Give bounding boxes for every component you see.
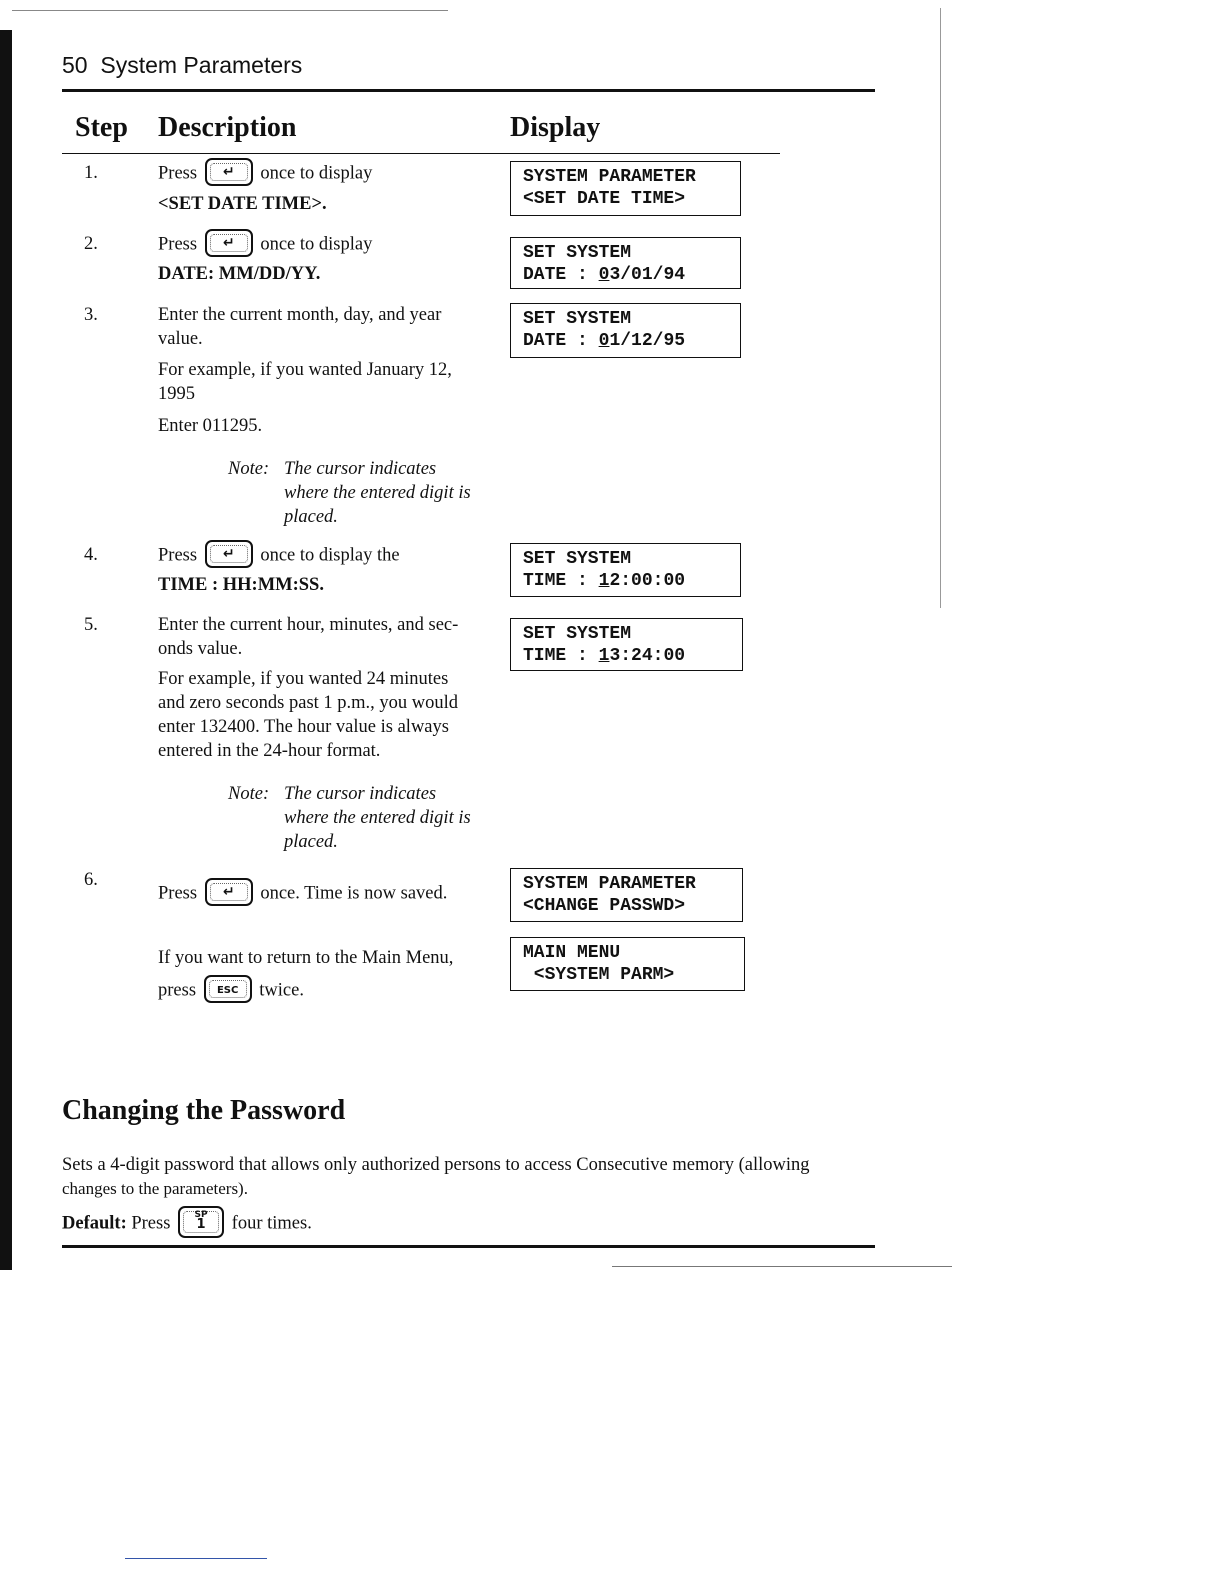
step-line: and zero seconds past 1 p.m., you would: [158, 693, 459, 713]
enter-key-icon: ↵: [205, 878, 253, 906]
step-number: 3.: [84, 305, 98, 325]
lcd-line-1: SYSTEM PARAMETER: [523, 167, 696, 187]
step-instruction: [158, 160, 372, 188]
step-number: 6.: [84, 870, 98, 890]
after-text: once to display: [260, 234, 373, 255]
lcd-display: [510, 237, 741, 289]
step-line: Enter the current month, day, and year: [158, 305, 442, 325]
lcd-line-2: [523, 645, 730, 667]
press-text: Press: [158, 883, 198, 904]
step-number: 1.: [84, 163, 98, 183]
note-label: Note:: [228, 784, 270, 804]
note-line: where the entered digit is: [284, 483, 471, 503]
lcd-line-1: SYSTEM PARAMETER: [523, 874, 696, 894]
lcd-cursor-digit: 0: [598, 331, 610, 351]
enter-key-icon: ↵: [205, 540, 253, 568]
lcd-prefix: DATE :: [523, 265, 599, 285]
step-number: 5.: [84, 615, 98, 635]
esc-key-label: ESC: [216, 985, 239, 996]
press-text: Press: [158, 163, 198, 184]
left-scan-edge: [0, 30, 12, 1270]
note-line: The cursor indicates: [284, 459, 437, 479]
right-scan-line: [940, 8, 941, 608]
section-body-line: Sets a 4-digit password that allows only authorized persons to access Consecutive memory (allowing: [62, 1155, 810, 1175]
press-text: press: [158, 980, 197, 1001]
enter-key-icon: ↵: [205, 158, 253, 186]
note-line: The cursor indicates: [284, 784, 437, 804]
step-column-heading: Step: [75, 112, 128, 143]
after-text: four times.: [231, 1213, 312, 1234]
lcd-prefix: TIME :: [523, 571, 599, 591]
step-line: For example, if you wanted January 12,: [158, 360, 452, 380]
lcd-line-1: SET SYSTEM: [523, 549, 632, 569]
note-line: where the entered digit is: [284, 808, 471, 828]
after-text: once to display: [260, 163, 373, 184]
lcd-display: [510, 868, 743, 922]
lcd-line-1: SET SYSTEM: [523, 309, 632, 329]
lcd-value: 3:24:00: [609, 646, 686, 666]
section-title: Changing the Password: [62, 1095, 346, 1126]
after-text: once. Time is now saved.: [260, 883, 448, 904]
lcd-line-2: [523, 570, 728, 592]
lcd-cursor-digit: 0: [598, 265, 610, 285]
bottom-scan-line: [125, 1558, 267, 1559]
section-body-line: changes to the parameters).: [62, 1179, 248, 1198]
footer-rule: [62, 1245, 875, 1248]
esc-key-icon: [204, 975, 252, 1003]
display-column-heading: Display: [510, 112, 601, 143]
lcd-display: [510, 543, 741, 597]
note-line: placed.: [284, 832, 338, 852]
press-text: Press: [131, 1213, 171, 1234]
default-label: Default:: [62, 1213, 127, 1234]
return-instruction-press: [158, 977, 304, 1005]
top-scan-line: [12, 10, 448, 11]
lcd-cursor-digit: 1: [598, 571, 610, 591]
lcd-prefix: DATE :: [523, 331, 599, 351]
lcd-display: [510, 937, 745, 991]
lcd-display: [510, 161, 741, 216]
step-instruction: [158, 231, 372, 259]
enter-key-icon: ↵: [205, 229, 253, 257]
step-line: For example, if you wanted 24 minutes: [158, 669, 449, 689]
step-line: entered in the 24-hour format.: [158, 741, 381, 761]
lcd-value: 1/12/95: [609, 331, 686, 351]
step-target-text: DATE: MM/DD/YY.: [158, 264, 321, 284]
step-line: Enter 011295.: [158, 416, 263, 436]
sp-key-top-label: SP: [194, 1210, 208, 1220]
note-label: Note:: [228, 459, 270, 479]
step-line: value.: [158, 329, 203, 349]
after-text: twice.: [259, 980, 304, 1001]
step-instruction: [158, 542, 400, 570]
lcd-value: 3/01/94: [609, 265, 686, 285]
lcd-display: [510, 303, 741, 358]
step-line: onds value.: [158, 639, 243, 659]
lcd-display: [510, 618, 743, 671]
return-instruction: If you want to return to the Main Menu,: [158, 948, 454, 968]
header-rule: [62, 89, 875, 92]
page-header: 50 System Parameters: [62, 52, 303, 78]
lcd-line-2: [523, 264, 728, 286]
footer-scan-line: [612, 1266, 952, 1267]
lcd-line-2: <SYSTEM PARM>: [523, 965, 675, 985]
step-number: 4.: [84, 545, 98, 565]
description-column-heading: Description: [158, 112, 297, 143]
step-line: Enter the current hour, minutes, and sec-: [158, 615, 459, 635]
lcd-line-2: [523, 330, 728, 352]
lcd-line-2: <SET DATE TIME>: [523, 189, 686, 209]
lcd-line-1: SET SYSTEM: [523, 624, 632, 644]
lcd-line-1: SET SYSTEM: [523, 243, 632, 263]
step-line: enter 132400. The hour value is always: [158, 717, 449, 737]
lcd-prefix: TIME :: [523, 646, 599, 666]
lcd-line-2: <CHANGE PASSWD>: [523, 896, 686, 916]
step-instruction: [158, 880, 447, 908]
after-text: once to display the: [260, 545, 400, 566]
sp-key-bottom-label: 1: [196, 1217, 206, 1232]
lcd-value: 2:00:00: [609, 571, 686, 591]
press-text: Press: [158, 545, 198, 566]
note-line: placed.: [284, 507, 338, 527]
default-instruction: [62, 1208, 312, 1240]
step-number: 2.: [84, 234, 98, 254]
lcd-cursor-digit: 1: [598, 646, 610, 666]
step-target-text: TIME : HH:MM:SS.: [158, 575, 324, 595]
step-target-text: <SET DATE TIME>.: [158, 194, 327, 214]
sp-1-key-icon: [178, 1206, 224, 1238]
lcd-line-1: MAIN MENU: [523, 943, 621, 963]
column-heading-rule: [62, 153, 780, 154]
press-text: Press: [158, 234, 198, 255]
step-line: 1995: [158, 384, 195, 404]
